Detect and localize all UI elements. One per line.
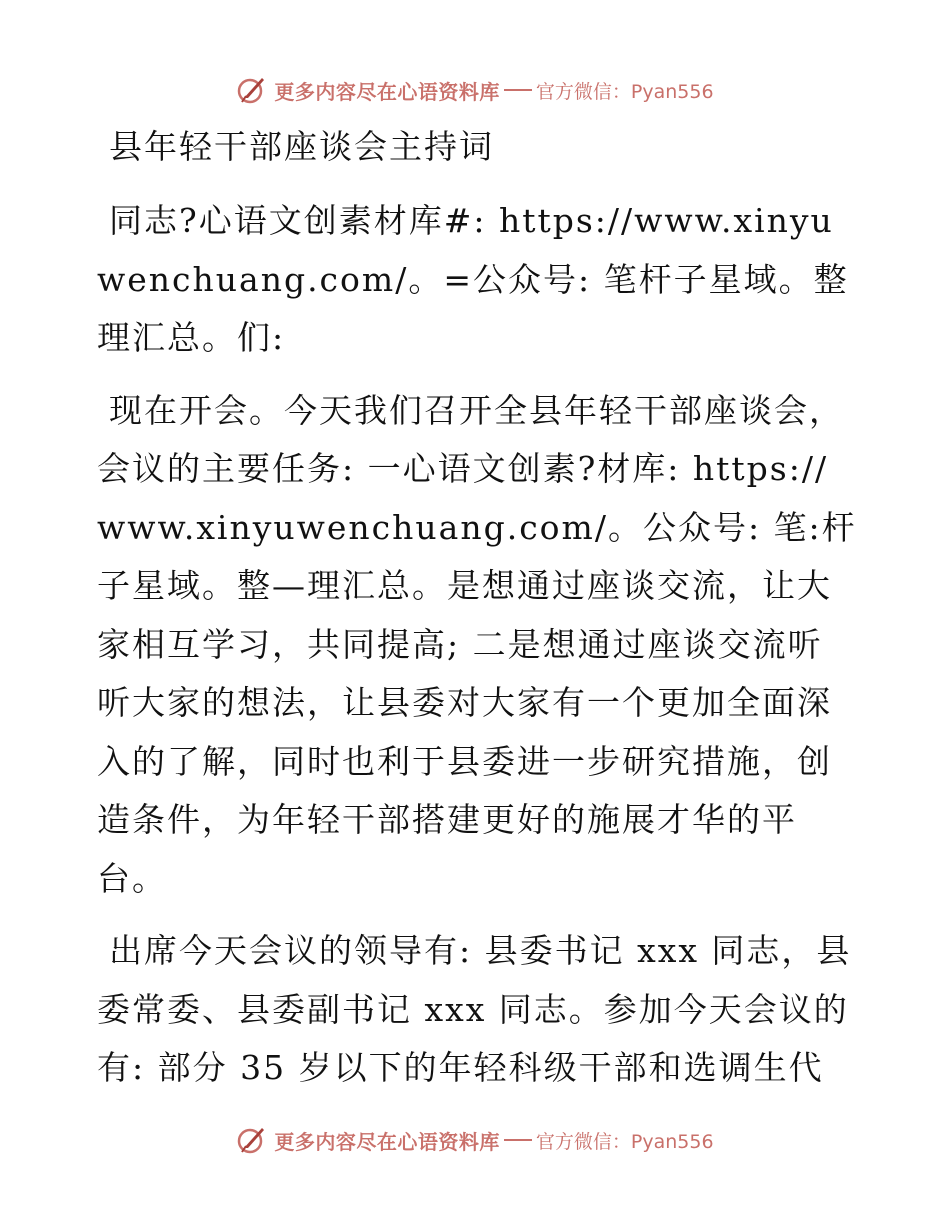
banner-wechat: 官方微信：Pyan556: [535, 1130, 714, 1153]
banner-title: 更多内容尽在心语资料库: [274, 1129, 500, 1154]
header-banner: [0, 70, 950, 110]
paragraph-3: [97, 922, 857, 1098]
document-title: 县年轻干部座谈会主持词: [109, 127, 494, 166]
paragraph-text: 出席今天会议的领导有: 县委书记 xxx 同志，县委常委、县委副书记 xxx 同志。参加今天会议的有: 部分 35 岁以下的年轻科级干部和选调生代: [97, 931, 852, 1087]
paragraph-text: 同志?心语文创素材库#: https://www.xinyuwenchuang.com/。=公众号: 笔杆子星域。整理汇总。们:: [97, 201, 849, 357]
quill-pen-circle-icon: [236, 74, 268, 106]
banner-wechat: 官方微信：Pyan556: [535, 80, 714, 103]
banner-title: 更多内容尽在心语资料库: [274, 79, 500, 104]
quill-pen-circle-icon: [236, 1124, 268, 1156]
paragraph-1: [97, 192, 857, 368]
banner-divider: [504, 89, 532, 91]
paragraph-text: 现在开会。今天我们召开全县年轻干部座谈会，会议的主要任务: 一心语文创素?材库: https://www.xinyuwenchuang.com/。公众号: 笔:杆子星域。整—理汇总。是想通过座谈交流，让大家相互学习，共同提高; 二是想通过座谈交流听听大家的想法，让县委对大家有一个更加全面深入的了解，同时也利于县委进一步研究措施，创造条件，为年轻干部搭建更好的施展才华的平台。: [97, 390, 857, 898]
banner-divider: [504, 1139, 532, 1141]
paragraph-2: [97, 382, 857, 909]
footer-banner: [0, 1120, 950, 1160]
document-body: [97, 118, 857, 1098]
